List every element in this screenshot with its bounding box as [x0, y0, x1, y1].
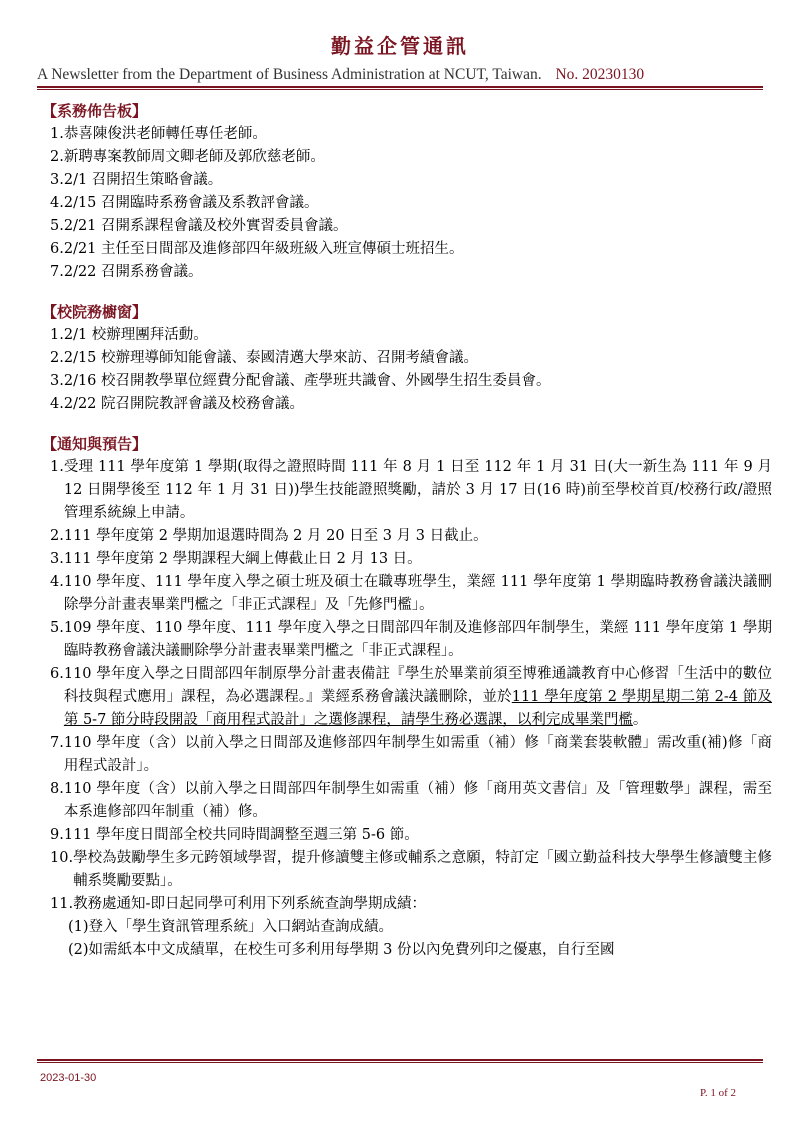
list-item: 2. 111 學年度第 2 學期加退選時間為 2 月 20 日至 3 月 3 日截止。 [50, 528, 488, 544]
list-item: 8. 110 學年度（含）以前入學之日間部四年制學生如需重（補）修「商用英文書信」及「管理數學」課程，需至本系進修部四年制重（補）修。 [50, 781, 772, 820]
list-item: 4. 2/22 院召開院教評會議及校務會議。 [50, 396, 305, 412]
page-number: P. 1 of 2 [699, 1087, 736, 1099]
section-heading: 【系務佈告板】 [42, 102, 148, 120]
list-item: 4. 110 學年度、111 學年度入學之碩士班及碩士在職專班學生，業經 111 學年度第 1 學期臨時教務會議決議刪除學分計畫表畢業門檻之「非正式課程」及「先修門檻」。 [50, 574, 772, 613]
list-item: 11. 教務處通知-即日起同學可利用下列系統查詢學期成績： [50, 896, 426, 912]
list-item: 3. 2/1 召開招生策略會議。 [50, 172, 223, 188]
list-item: 1. 2/1 校辦理團拜活動。 [50, 327, 208, 343]
footer-rule-thin [37, 1062, 763, 1063]
section-notices [42, 433, 772, 962]
section-heading: 【校院務櫥窗】 [42, 303, 148, 321]
list-item: 7. 2/22 召開系務會議。 [50, 264, 203, 280]
list-item: 6. 2/21 主任至日間部及進修部四年級班級入班宣傳碩士班招生。 [50, 241, 464, 257]
sub-list-item: (2)如需紙本中文成績單，在校生可多利用每學期 3 份以內免費列印之優惠，自行至國 [68, 942, 615, 958]
list-item: 5. 2/21 召開系課程會議及校外實習委員會議。 [50, 218, 348, 234]
list-item: 4. 2/15 召開臨時系務會議及系教評會議。 [50, 195, 319, 211]
newsletter-title: 勤益企管通訊 [331, 34, 469, 58]
footer-rule [37, 1059, 763, 1061]
header-rule [37, 86, 763, 88]
underlined-notice: 111 學年度第 2 學期星期二第 2-4 節及第 5-7 節分時段開設「商用程式設計」之選修課程，請學生務必選課，以利完成畢業門檻 [63, 689, 773, 728]
list-item: 3. 111 學年度第 2 學期課程大綱上傳截止日 2 月 13 日。 [50, 551, 422, 567]
list-item: 6. 110 學年度入學之日間部四年制原學分計畫表備註『學生於畢業前須至博雅通識教育中心修習「生活中的數位科技與程式應用」課程，為必選課程。』業經系務會議決議刪除，並於111 學年度第 2 學期星期二第 2-4 節及第 5-7 節分時段開設「商用程式設計」之選修課程，請學生務必選課，以利完成畢業門檻。 [50, 666, 773, 728]
subtitle-text: A Newsletter from the Department of Business Administration at NCUT, Taiwan. [37, 66, 542, 83]
list-item: 10. 學校為鼓勵學生多元跨領域學習，提升修讀雙主修或輔系之意願，特訂定「國立勤益科技大學學生修讀雙主修輔系獎勵要點」。 [50, 850, 772, 889]
list-item: 1. 恭喜陳俊洪老師轉任專任老師。 [50, 126, 267, 142]
header-rule-thin [37, 89, 763, 90]
list-item: 2. 2/15 校辦理導師知能會議、泰國清邁大學來訪、召開考績會議。 [50, 350, 479, 366]
section-department-board [42, 100, 772, 284]
list-item: 2. 新聘專案教師周文卿老師及郭欣慈老師。 [50, 149, 325, 165]
list-item: 5. 109 學年度、110 學年度、111 學年度入學之日間部四年制及進修部四年制學生，業經 111 學年度第 1 學期臨時教務會議決議刪除學分計畫表畢業門檻之「非正式課程」。 [50, 620, 772, 659]
list-item: 7. 110 學年度（含）以前入學之日間部及進修部四年制學生如需重（補）修「商業套裝軟體」需改重(補)修「商用程式設計」。 [50, 735, 772, 774]
newsletter-subtitle [37, 66, 760, 84]
footer-date: 2023-01-30 [40, 1072, 97, 1084]
section-campus-window [42, 301, 772, 416]
section-heading: 【通知與預告】 [42, 435, 148, 453]
sub-list-item: (1)登入「學生資訊管理系統」入口網站查詢成績。 [68, 919, 394, 935]
issue-number: No. 20230130 [555, 66, 645, 83]
list-item: 1. 受理 111 學年度第 1 學期(取得之證照時間 111 年 8 月 1 日至 112 年 1 月 31 日(大一新生為 111 年 9 月 12 日開學後至 112 年 1 月 31 日))學生技能證照獎勵，請於 3 月 17 日(16 時)前至學校首頁/校務行政/證照管理系統線上申請。 [50, 459, 772, 521]
list-item: 9. 111 學年度日間部全校共同時間調整至週三第 5-6 節。 [50, 827, 419, 843]
newsletter-body [42, 100, 772, 979]
list-item: 3. 2/16 校召開教學單位經費分配會議、產學班共識會、外國學生招生委員會。 [50, 373, 551, 389]
